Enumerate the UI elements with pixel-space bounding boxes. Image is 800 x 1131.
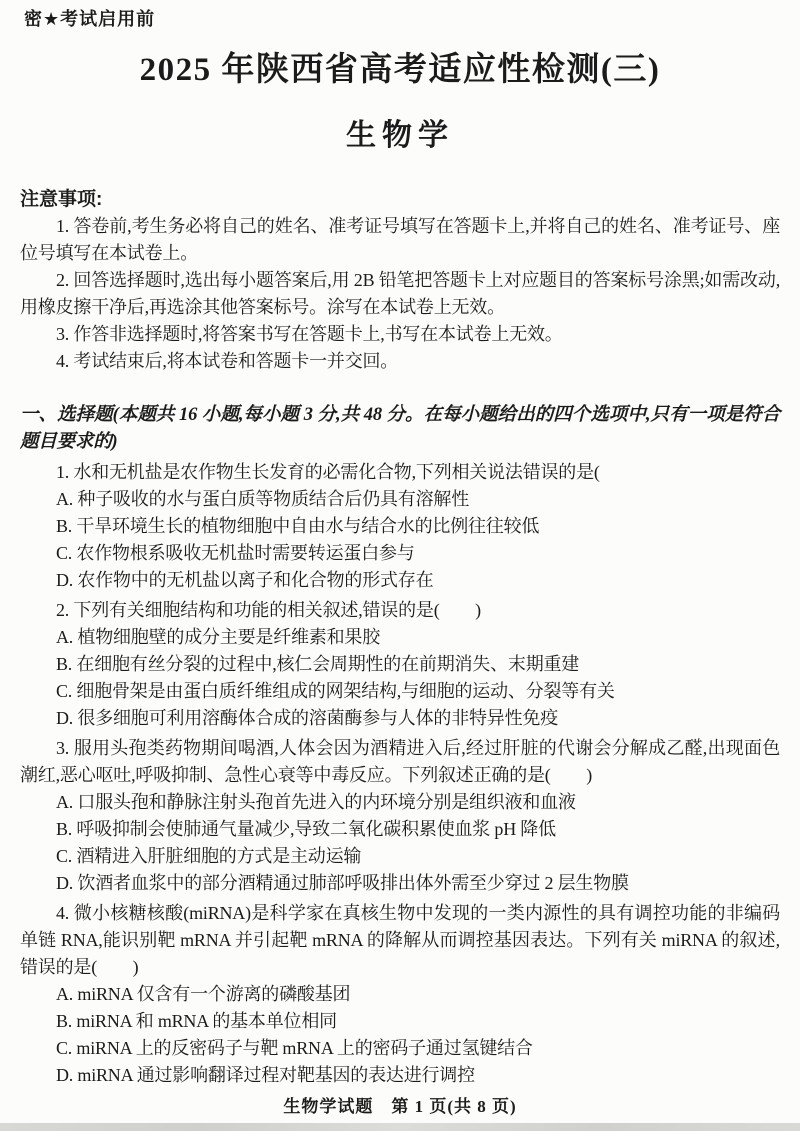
question-option: B. 在细胞有丝分裂的过程中,核仁会周期性的在前期消失、末期重建 [56,654,580,674]
section-one-description: (本题共 16 小题,每小题 3 分,共 48 分。在每小题给出的四个选项中,只有一项是符合题目要求的) [20,405,780,452]
question-option: D. 农作物中的无机盐以离子和化合物的形式存在 [56,570,434,590]
question-3 [20,735,780,897]
question-stem: 1. 水和无机盐是农作物生长发育的必需化合物,下列相关说法错误的是( [56,462,600,482]
page-footer: 生物学试题 第 1 页(共 8 页) [283,1097,517,1116]
question-2 [20,597,780,732]
scan-edge-artifact [0,1123,800,1131]
section-one-label: 一、选择题 [20,405,113,425]
notice-item: 4. 考试结束后,将本试卷和答题卡一并交回。 [56,351,399,371]
notice-item: 2. 回答选择题时,选出每小题答案后,用 2B 铅笔把答题卡上对应题目的答案标号涂黑;如需改动,用橡皮擦干净后,再选涂其他答案标号。涂写在本试卷上无效。 [20,270,780,317]
question-option: D. 很多细胞可利用溶酶体合成的溶菌酶参与人体的非特异性免疫 [56,708,558,728]
question-option: C. 农作物根系吸收无机盐时需要转运蛋白参与 [56,543,415,563]
question-option: A. 种子吸收的水与蛋白质等物质结合后仍具有溶解性 [56,489,469,509]
exam-subject: 生物学 [346,119,454,152]
notice-item: 1. 答卷前,考生务必将自己的姓名、准考证号填写在答题卡上,并将自己的姓名、准考证号、座位号填写在本试卷上。 [20,216,780,263]
notice-item: 3. 作答非选择题时,将答案书写在答题卡上,书写在本试卷上无效。 [56,324,563,344]
notice-section [20,186,780,375]
question-stem: 2. 下列有关细胞结构和功能的相关叙述,错误的是( ) [56,600,481,620]
question-option: C. miRNA 上的反密码子与靶 mRNA 上的密码子通过氢键结合 [56,1038,533,1058]
question-option: D. 饮酒者血浆中的部分酒精通过肺部呼吸排出体外需至少穿过 2 层生物膜 [56,873,629,893]
question-option: C. 细胞骨架是由蛋白质纤维组成的网架结构,与细胞的运动、分裂等有关 [56,681,615,701]
question-stem: 4. 微小核糖核酸(miRNA)是科学家在真核生物中发现的一类内源性的具有调控功能的非编码单链 RNA,能识别靶 mRNA 并引起靶 mRNA 的降解从而调控基因表达。下列有关 miRNA 的叙述,错误的是( ) [20,903,780,977]
question-option: B. miRNA 和 mRNA 的基本单位相同 [56,1011,337,1031]
question-option: A. 植物细胞壁的成分主要是纤维素和果胶 [56,627,380,647]
question-option: B. 干旱环境生长的植物细胞中自由水与结合水的比例往往较低 [56,516,540,536]
section-one-heading [20,402,780,456]
question-1 [20,459,780,594]
page-title: 2025 年陕西省高考适应性检测(三) [139,52,661,88]
question-option: C. 酒精进入肝脏细胞的方式是主动运输 [56,846,362,866]
security-notice: 密★考试启用前 [24,9,156,29]
question-option: B. 呼吸抑制会使肺通气量减少,导致二氧化碳积累使血浆 pH 降低 [56,819,556,839]
question-option: A. 口服头孢和静脉注射头孢首先进入的内环境分别是组织液和血液 [56,792,576,812]
notice-heading: 注意事项: [20,189,103,210]
question-option: D. miRNA 通过影响翻译过程对靶基因的表达进行调控 [56,1065,475,1085]
question-stem: 3. 服用头孢类药物期间喝酒,人体会因为酒精进入后,经过肝脏的代谢会分解成乙醛,出现面色潮红,恶心呕吐,呼吸抑制、急性心衰等中毒反应。下列叙述正确的是( ) [20,738,780,785]
question-option: A. miRNA 仅含有一个游离的磷酸基团 [56,984,351,1004]
question-4 [20,900,780,1089]
